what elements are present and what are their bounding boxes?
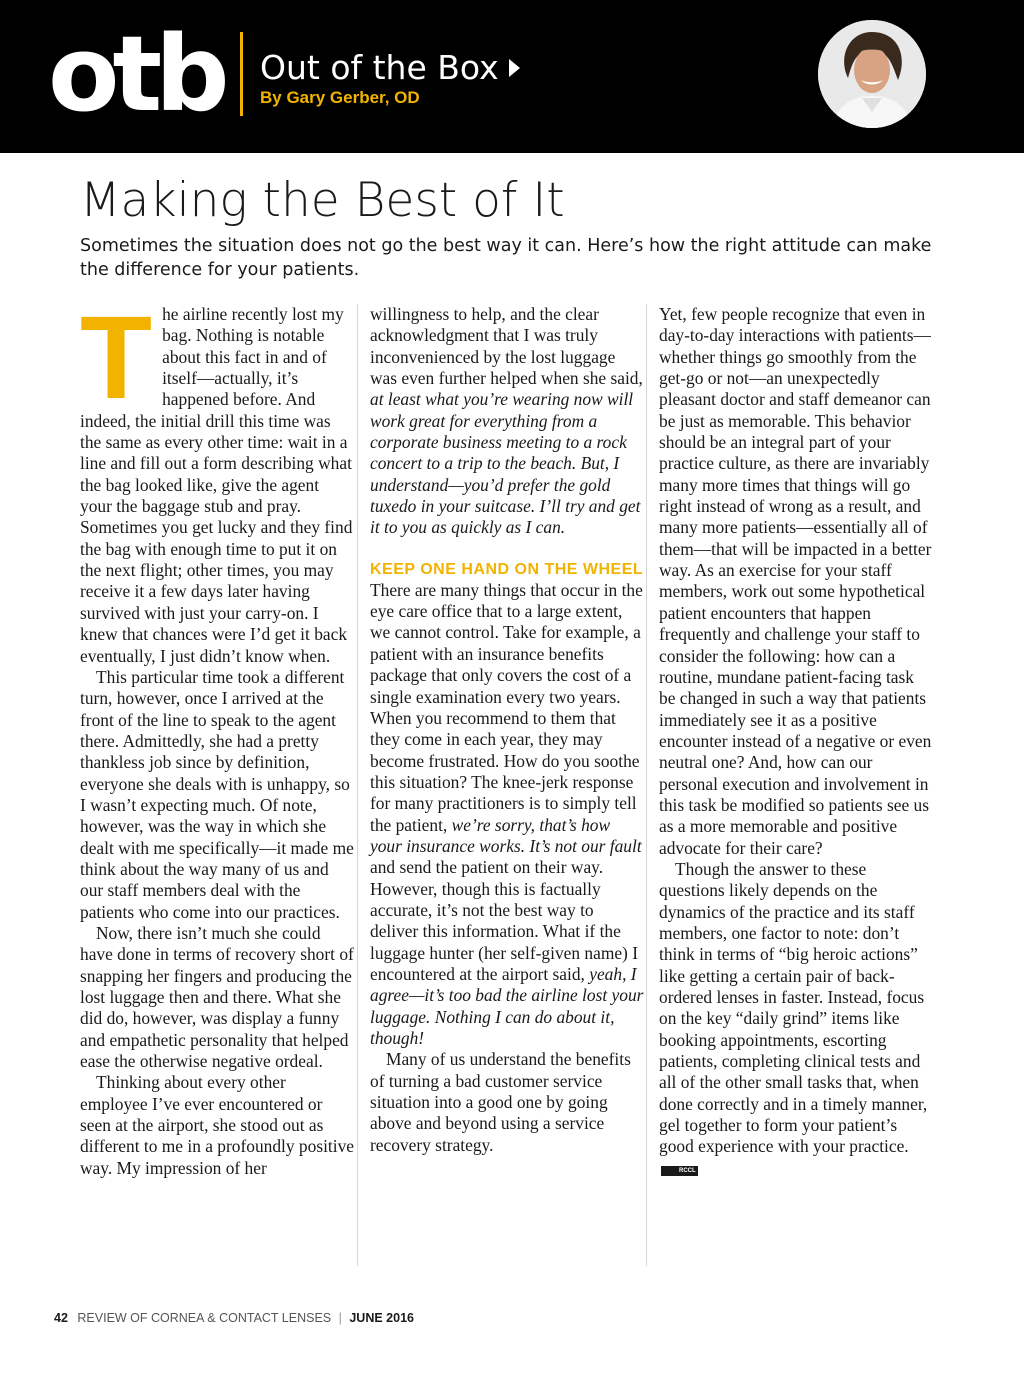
column-3 [659,304,934,1179]
page-footer [54,1311,414,1325]
quote-text: yeah, I agree—it’s too bad the airline lost your luggage. Nothing I can do about it, though! [370,963,644,1048]
section-subhead: KEEP ONE HAND ON THE WHEEL [370,560,644,578]
otb-logo: otb [48,13,223,135]
paragraph [370,304,645,539]
column-2 [370,304,645,1156]
column-divider [357,304,358,1266]
play-arrow-icon [509,59,520,77]
article-title: Making the Best of It [80,173,565,228]
series-title [260,48,520,88]
paragraph: Yet, few people recognize that even in day-to-day interactions with patients—whether things go smoothly from the get-go or not—an unexpectedly pleasant doctor and staff demeanor can be just as memorable. This behavior should be an integral part of your practice culture, as there are invariably many more times that things will go right instead of wrong as a result, and many more patients—essentially all of them—that will be impacted in a better way. As an exercise for your staff members, work out some hypothetical patient encounters that happen frequently and challenge your staff to consider the following: how can a routine, mundane patient-facing task be changed in such a way that patients immediately see it as a positive encounter instead of a negative or even neutral one? And, how can our personal execution and involvement in this task be modified so patients see us as a more memorable and positive advocate for their care? [659,304,932,858]
paragraph: Many of us understand the benefits of turning a bad customer service situation into a good one by going above and beyond using a service recovery strategy. [370,1049,631,1155]
page-number: 42 [54,1311,68,1325]
paragraph-text: There are many things that occur in the eye care office that to a large extent, we cannot control. Take for example, a patient with an insurance benefits package that only covers the cost of a single examination every two years. When you recommend to them that they come in each year, they may become frustrated. How do you soothe this situation? The knee-jerk response for many practitioners is to simply tell the patient, [370,579,643,835]
author-photo [818,20,926,128]
paragraph [80,292,355,667]
drop-cap: T [80,292,153,424]
quote-text: we’re sorry, that’s how your insurance works. It’s not our fault [370,814,642,856]
issue-date: JUNE 2016 [349,1311,414,1325]
paragraph: Now, there isn’t much she could have done in terms of recovery short of snapping her fingers and producing the lost luggage then and there. What she did do, however, was display a funny and empathetic personality that helped ease the otherwise negative ordeal. [80,922,354,1072]
article-dek: Sometimes the situation does not go the best way it can. Here’s how the right attitude can make the difference for your patients. [80,236,932,280]
byline: By Gary Gerber, OD [260,88,420,107]
header-divider [240,32,243,116]
paragraph [659,859,934,1179]
paragraph-text: Though the answer to these questions likely depends on the dynamics of the practice and its staff members, one factor to note: don’t think in terms of “big heroic actions” like getting a certain pair of back-ordered lenses in faster. Instead, focus on the key “daily grind” items like booking appointments, escorting patients, completing clinical tests and all of the other small tasks that, when done correctly and in a timely manner, gel together to form your patient’s good experience with your practice. [659,858,928,1157]
column-divider [646,304,647,1266]
quote-text: at least what you’re wearing now will work great for everything from a corporate business meeting to a rock concert to a trip to the beach. But, I understand—you’d prefer the gold tuxedo in your suitcase. I’ll try and get it to you as quickly as I can. [370,389,641,538]
end-mark: RCCL [661,1166,698,1176]
paragraph: Thinking about every other employee I’ve ever encountered or seen at the airport, she stood out as different to me in a profoundly positive way. My impression of her [80,1072,355,1178]
series-title-text: Out of the Box [260,48,499,87]
paragraph [370,580,645,1050]
footer-separator: | [338,1311,342,1325]
column-1 [80,292,355,1179]
paragraph-text: he airline recently lost my bag. Nothing is notable about this fact in and of itself—actually, it’s happened before. And indeed, the initial drill this time was the same as every other time: wait in a line and fill out a form describing what the bag looked like, give the agent your the baggage stub and pray. Sometimes you get lucky and they find the bag with enough time to put it on the next flight; other times, you may receive it a few days later having survived with just your carry-on. I knew that chances were I’d get it back eventually, I just didn’t know when. [80,304,353,666]
paragraph: This particular time took a different turn, however, once I arrived at the front of the line to speak to the agent there. Admittedly, she had a pretty thankless job since by definition, everyone she deals with is unhappy, so I wasn’t expecting much. Of note, however, was the way in which she dealt with me specifically—it made me think about the way many of us and our staff members deal with the patients who come into our practices. [80,666,354,922]
header-banner [0,0,1024,153]
author-portrait-icon [818,20,926,128]
publication-name: REVIEW OF CORNEA & CONTACT LENSES [77,1311,332,1325]
paragraph-text: willingness to help, and the clear acknowledgment that I was truly inconvenienced by the lost luggage was even further helped when she said, [370,304,643,389]
paragraph-text: and send the patient on their way. However, though this is factually accurate, it’s not the best way to deliver this information. What if the luggage hunter (her self-given name) I encountered at the airport said, [370,857,638,984]
